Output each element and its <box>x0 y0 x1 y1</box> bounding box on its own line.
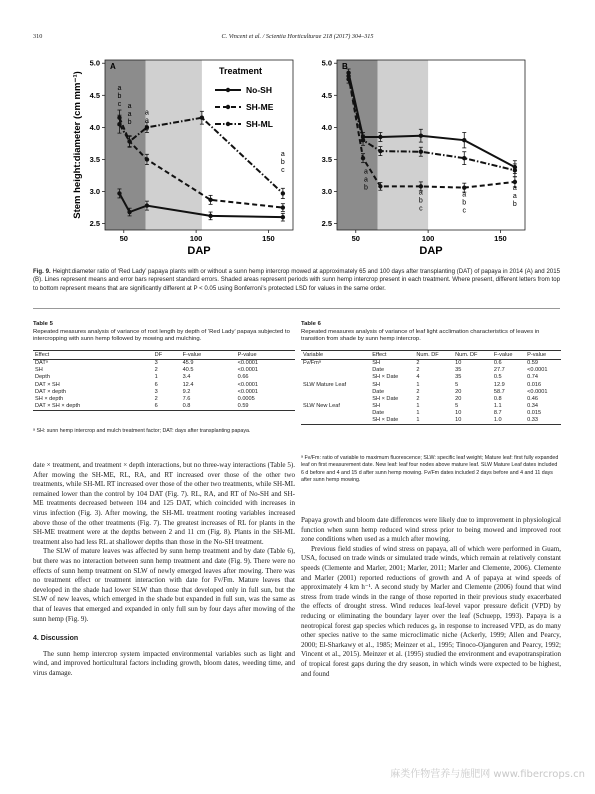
data-point <box>462 185 466 189</box>
table-cell: 1 <box>416 402 420 409</box>
table-cell: 35 <box>455 374 462 381</box>
table5-header: F-value <box>181 351 236 360</box>
table-cell: SLW Mature Leaf <box>303 381 347 388</box>
figure-9 <box>70 52 530 262</box>
table-cell: 20 <box>455 388 462 395</box>
significance-letter: c <box>419 205 423 213</box>
table-cell: SH <box>372 360 381 367</box>
data-point <box>117 122 121 126</box>
table-cell: 1 <box>414 417 453 425</box>
table-cell: 0.6 <box>493 360 502 367</box>
table-row <box>301 395 561 402</box>
significance-letter: a <box>144 117 149 125</box>
data-point <box>462 156 466 160</box>
significance-letter: a <box>117 85 122 93</box>
table-cell: 58.7 <box>493 388 505 395</box>
paragraph: The sunn hemp intercrop system impacted environmental variables such as light and wind, and improved horticultural factors including growth, bloom dates, weeding time, and virus damage. <box>33 649 295 677</box>
table-cell: 3 <box>154 388 158 395</box>
y-tick-label: 3.5 <box>89 154 100 164</box>
legend-marker <box>226 88 230 92</box>
table-cell: Date <box>372 409 385 416</box>
y-tick-label: 4.0 <box>321 122 332 132</box>
table5-header: DF <box>153 351 181 360</box>
y-tick-label: 5.0 <box>89 58 100 68</box>
data-point <box>127 210 131 214</box>
significance-letter: a <box>127 111 132 119</box>
table-cell: 0.33 <box>525 417 561 425</box>
table-row <box>33 374 295 381</box>
data-point <box>346 77 350 81</box>
x-tick-label: 150 <box>262 234 275 243</box>
significance-letter: c <box>462 207 467 215</box>
data-point <box>419 150 423 154</box>
table-row <box>33 403 295 411</box>
table-cell: 0.34 <box>527 402 539 409</box>
y-tick-label: 2.5 <box>321 219 332 229</box>
table-cell: Depth <box>35 374 50 381</box>
table-cell: 0.016 <box>527 381 542 388</box>
significance-letter: a <box>363 176 368 184</box>
data-point <box>378 149 382 153</box>
data-point <box>462 138 466 142</box>
table-row <box>301 417 561 425</box>
table5-header: Effect <box>33 351 153 360</box>
figure-caption-text: Height:diameter ratio of ‘Red Lady’ papaya plants with or without a sunn hemp intercrop mowed at approximately 65 and 100 days after transplanting (DAT) of papaya in 2014 (A) and 2015 (B). Lines represent means and error bars represent standard errors. Shaded areas represent periods with sunn hemp intercrop present in each treatment. Where present, different letters from top to bottom represent means that are significantly different at P < 0.05 using Bonferroni’s protected LSD for values in the same order. <box>33 268 561 292</box>
table-cell: 10 <box>455 360 462 367</box>
table-cell: 20 <box>455 395 462 402</box>
table-row <box>33 360 295 368</box>
significance-letter: b <box>127 119 132 127</box>
data-point <box>513 180 517 184</box>
table-cell: SH <box>372 381 381 388</box>
significance-letter: a <box>512 185 517 193</box>
table-cell: 2 <box>154 367 158 374</box>
significance-letter: a <box>418 189 423 197</box>
data-point <box>419 133 423 137</box>
table-cell: 0.0005 <box>237 395 255 402</box>
table-row <box>301 374 561 381</box>
table-cell: 4 <box>416 374 420 381</box>
data-point <box>378 184 382 188</box>
table-cell: 2 <box>416 360 420 367</box>
table-cell: 9.2 <box>182 388 191 395</box>
x-tick-label: 50 <box>119 234 128 243</box>
table-cell: SH × Date <box>370 417 414 425</box>
table-cell <box>301 395 370 402</box>
table-cell: <0.0001 <box>527 388 548 395</box>
panel-b <box>322 59 525 257</box>
panel-a <box>72 59 293 257</box>
shaded-region <box>145 60 201 230</box>
table-cell: 12.9 <box>493 381 505 388</box>
table-cell: 10 <box>455 409 462 416</box>
data-point <box>281 191 285 195</box>
table-cell: 35 <box>455 367 462 374</box>
table-cell: DAT × depth <box>35 388 67 395</box>
table6-header: Variable <box>301 351 370 360</box>
table-cell: 6 <box>153 403 181 411</box>
table6-label: Table 6 <box>301 321 321 327</box>
table-cell: SLW New Leaf <box>303 402 340 409</box>
legend-title: Treatment <box>219 66 263 76</box>
table-cell: <0.0001 <box>237 360 259 367</box>
table-cell: 0.46 <box>527 395 539 402</box>
table-row <box>301 367 561 374</box>
table-cell: DATᵃ <box>35 360 48 367</box>
significance-letter: a <box>512 193 517 201</box>
table5-footnote: ᵃ SH: sunn hemp intercrop and mulch treatment factor; DAT: days after transplanting papaya. <box>33 428 251 434</box>
table6-header: Num. DF <box>414 351 453 360</box>
y-tick-label: 3.0 <box>321 187 332 197</box>
table-cell: 0.8 <box>181 403 236 411</box>
significance-letter: a <box>280 151 285 159</box>
table-cell: 1 <box>154 374 158 381</box>
table-cell: Date <box>372 367 385 374</box>
table-cell: 1.1 <box>493 402 502 409</box>
table-cell: 0.5 <box>493 374 502 381</box>
data-point <box>281 205 285 209</box>
table-cell <box>301 374 370 381</box>
table-cell: Fv/Fmᵃ <box>303 360 321 367</box>
table-cell: <0.0001 <box>527 367 548 374</box>
table6-footnote: ᵃ Fv/Fm: ratio of variable to maximum fluorescence; SLW: specific leaf weight; Mature leaf: first fully expanded leaf on first measurement date. New leaf: leaf four nodes above mature leaf. SLW Mature Leaf dates included 6 d before and 4 and 15 d after sunn hemp mowing. Fv/Fm dates included 2 days before and 4 and 11 days after sunn hemp mowing. <box>301 455 559 484</box>
table6-header: P-value <box>525 351 561 360</box>
table-cell: 1.0 <box>492 417 525 425</box>
table-cell <box>301 388 370 395</box>
table-cell: 1 <box>416 409 420 416</box>
data-point <box>208 214 212 218</box>
left-column <box>33 461 295 678</box>
paragraph: date × treatment, and treatment × depth interactions, but no three-way interactions (Table 5). After mowing the SH-ME, RL, RA, and RT increased over those of the other two treatments, while SH-ML RT increased over those of the other two treatments, while SH-ML remained lower than the control by 104 DAT (Fig. 7). RL, RA, and RT of No-SH and SH-ME treatments decreased between 104 and 125 DAT, which coincided with increases in virus infection (Fig. 3). After mowing, the SH-ML treatment rooting variables increased above those of the other treatments (Fig. 7). The greatest increases of RL for plants in the SH-ME treatment were at the depths between 2 and 11 cm (Fig. 8). Plants in the SH-ML treatment also had less RL at shallower depths than those in the No-SH treatment. <box>33 461 296 546</box>
data-point <box>361 138 365 142</box>
table-cell: 0.015 <box>527 409 542 416</box>
significance-letter: b <box>462 199 467 207</box>
table6-header: Num. DF <box>453 351 492 360</box>
right-column <box>301 516 561 679</box>
figure-caption <box>33 268 560 293</box>
data-point <box>200 116 204 120</box>
table-cell: 5 <box>455 381 459 388</box>
legend-entry: SH-ML <box>246 119 273 129</box>
table-cell: 0.74 <box>527 374 539 381</box>
table-row <box>301 403 561 410</box>
significance-letter: a <box>127 103 132 111</box>
legend-entry: SH-ME <box>246 102 274 112</box>
y-tick-label: 5.0 <box>321 58 332 68</box>
table-row <box>301 388 561 395</box>
table-cell: 0.66 <box>237 374 249 381</box>
data-point <box>145 157 149 161</box>
table-row <box>301 410 561 417</box>
table-cell: Date <box>372 388 385 395</box>
paragraph: Papaya growth and bloom date differences were likely due to improvement in physiological function when sunn hemp reduced wind stress prior to being mowed and improved root zone conditions when used as a mulch after mowing. <box>301 516 561 544</box>
data-point <box>208 198 212 202</box>
y-tick-label: 3.5 <box>321 154 332 164</box>
x-tick-label: 100 <box>189 234 203 243</box>
table-cell: SH × depth <box>35 395 64 402</box>
table-cell: 3.4 <box>182 374 191 381</box>
data-point <box>127 139 131 143</box>
data-point <box>513 168 517 172</box>
paragraph: Previous field studies of wind stress on papaya, all of which were performed in Guam, USA, focused on trade winds or simulated trade winds, which remain at relatively constant speeds (Clemente and Marler, 2001; Marler, 2011; Marler and Clemente, 2006). Clemente and Marler (2001) reported reductions of growth and A of papaya at wind speeds of approximately 4 km h⁻¹. A second study by Marler and Clemente (2006) found that wind stress from trade winds in the range of those reported in their previous study exacerbated the effects of drought stress. Wind reduces leaf-level vapor pressure deficit (VPD) by reducing or eliminating the boundary layer over the leaf (Schuepp, 1993). Papaya is a neotropical forest gap species which reduces gₛ in response to increased VPD, as do many other species native to the same microclimatic niche (Ackerly, 1999; Allen and Pearcy, 2000; El-Sharkawy et al., 1985; Meinzer et al., 1995; Tinoco-Ojanguren and Pearcy, 1992; Vincent et al., 2015). Meinzer et al. (1995) studied the environment and evapotranspiration of tropical forest gaps during the dry season, in which winds were expected to be highest, and found <box>301 544 561 678</box>
significance-letter: a <box>462 191 467 199</box>
table-cell: 0.59 <box>236 403 295 411</box>
significance-letter: a <box>363 168 368 176</box>
data-point <box>281 215 285 219</box>
table-cell: 3 <box>154 360 158 367</box>
x-tick-label: 100 <box>421 234 435 243</box>
panel-label: A <box>110 62 116 71</box>
table5-title: Repeated measures analysis of variance of root length by depth of ‘Red Lady’ papaya subjected to intercropping with sunn hemp followed by mowing and mulching. <box>33 328 290 343</box>
data-point <box>361 156 365 160</box>
significance-letter: b <box>363 184 368 192</box>
table-row <box>33 395 295 402</box>
table-cell: 5 <box>455 402 459 409</box>
table5-caption <box>33 321 295 344</box>
x-tick-label: 50 <box>351 234 360 243</box>
table-cell <box>301 417 370 425</box>
significance-letter: b <box>117 93 122 101</box>
table-row <box>301 360 561 368</box>
figure-label: Fig. 9. <box>33 268 51 275</box>
legend-entry: No-SH <box>246 85 272 95</box>
legend-marker <box>226 122 230 126</box>
table-row <box>301 381 561 388</box>
y-tick-label: 3.0 <box>89 187 100 197</box>
table5-header: P-value <box>236 351 295 360</box>
significance-letter: b <box>144 125 149 133</box>
table-cell: 2 <box>416 395 420 402</box>
table-cell: 12.4 <box>182 381 194 388</box>
table-row <box>33 388 295 395</box>
table-cell: 1 <box>416 381 420 388</box>
table-row <box>33 367 295 374</box>
table-cell: 2 <box>154 395 158 402</box>
table-cell: 2 <box>416 367 420 374</box>
table-row <box>33 381 295 388</box>
table-cell: DAT × SH <box>35 381 60 388</box>
table-cell: 40.5 <box>182 367 194 374</box>
table-cell: 0.59 <box>527 360 539 367</box>
table-cell: <0.0001 <box>237 367 259 374</box>
table6-title: Repeated measures analysis of variance of leaf light acclimation characteristics of leaves in transition from shade by sunn hemp intercrop. <box>301 328 540 343</box>
significance-letter: b <box>280 159 285 167</box>
table6-caption <box>301 321 561 344</box>
x-axis-label: DAP <box>419 245 443 257</box>
table-cell: 6 <box>154 381 158 388</box>
table-cell <box>301 410 370 417</box>
data-point <box>145 203 149 207</box>
table-cell: DAT × SH × depth <box>33 403 153 411</box>
table-cell: 27.7 <box>493 367 505 374</box>
table-cell: 0.8 <box>493 395 502 402</box>
x-tick-label: 150 <box>494 234 507 243</box>
table-cell: SH <box>372 402 381 409</box>
table-cell: SH × Date <box>372 374 399 381</box>
table-cell: <0.0001 <box>237 381 259 388</box>
table-cell: SH <box>35 367 43 374</box>
table-cell: 10 <box>453 417 492 425</box>
significance-letter: c <box>281 167 285 175</box>
significance-letter: c <box>117 101 122 109</box>
table6-header: F-value <box>492 351 525 360</box>
table5 <box>33 350 295 411</box>
table6-header: Effect <box>370 351 414 360</box>
data-point <box>378 135 382 139</box>
divider <box>33 308 560 309</box>
data-point <box>117 191 121 195</box>
legend-marker <box>226 105 230 109</box>
table-cell: SH × Date <box>372 395 399 402</box>
y-tick-label: 4.5 <box>321 90 332 100</box>
table-cell: 8.7 <box>493 409 502 416</box>
panel-label: B <box>342 62 348 71</box>
watermark: 麻类作物营养与施肥网 www.fibercrops.cn <box>390 769 585 780</box>
table-cell: 45.9 <box>182 360 194 367</box>
table5-label: Table 5 <box>33 321 53 327</box>
significance-letter: a <box>144 109 149 117</box>
significance-letter: b <box>512 201 517 209</box>
x-axis-label: DAP <box>187 245 211 257</box>
table-cell: 2 <box>416 388 420 395</box>
table-cell <box>301 367 370 374</box>
y-axis-label: Stem height:diameter (cm mm⁻¹) <box>72 71 83 219</box>
paragraph: The SLW of mature leaves was affected by sunn hemp treatment and by date (Table 6), but there was no interaction between sunn hemp treatment and date (Fig. 9). There were no effects of sunn hemp treatment on SLW of newly emerged leaves after mowing. There was no treatment effect or treatment interaction with date for Fv/Fm. Mature leaves that developed in the shade had lower SLW than those that developed only in full sun, but the SLW of new leaves, which emerged in the shade but expanded in full sun, was the same as that of leaves that emerged and expanded in only full sun by four days after mowing of the sunn hemp (Fig. 9). <box>33 547 295 623</box>
section-heading: 4. Discussion <box>33 635 79 643</box>
table-cell: 7.6 <box>182 395 191 402</box>
page-number: 310 <box>33 33 43 40</box>
data-point <box>419 184 423 188</box>
y-tick-label: 4.5 <box>89 90 100 100</box>
significance-letter: b <box>418 197 423 205</box>
y-tick-label: 4.0 <box>89 122 100 132</box>
table-cell: <0.0001 <box>237 388 259 395</box>
y-tick-label: 2.5 <box>89 219 100 229</box>
table6 <box>301 350 561 425</box>
running-title: C. Vincent et al. / Scientia Horticulturae 218 (2017) 304–315 <box>221 33 374 40</box>
